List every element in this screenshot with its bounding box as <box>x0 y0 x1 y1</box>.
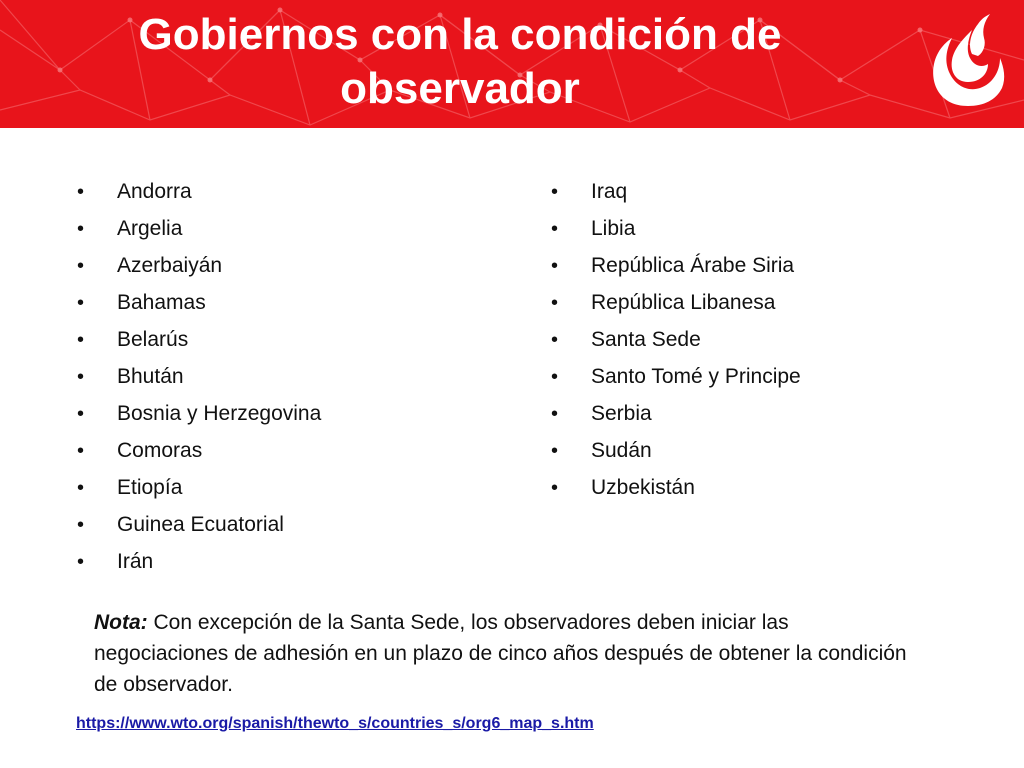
wto-source-link[interactable]: https://www.wto.org/spanish/thewto_s/countries_s/org6_map_s.htm <box>76 715 594 732</box>
list-item: • Irán <box>77 550 321 587</box>
list-item: • Uzbekistán <box>551 476 801 513</box>
list-item: • Santo Tomé y Principe <box>551 365 801 402</box>
list-item: • Belarús <box>77 328 321 365</box>
list-item: • Comoras <box>77 439 321 476</box>
title-line-1: Gobiernos con la condición de <box>138 10 782 59</box>
list-item: • Bahamas <box>77 291 321 328</box>
list-item: • Andorra <box>77 180 321 217</box>
list-item: • Libia <box>551 217 801 254</box>
list-item: • Guinea Ecuatorial <box>77 513 321 550</box>
note-paragraph <box>94 607 914 700</box>
list-item: • República Árabe Siria <box>551 254 801 291</box>
list-item: • Azerbaiyán <box>77 254 321 291</box>
list-item: • Argelia <box>77 217 321 254</box>
list-item: • Santa Sede <box>551 328 801 365</box>
title-line-2: observador <box>340 64 580 113</box>
list-item: • Sudán <box>551 439 801 476</box>
note-text: Con excepción de la Santa Sede, los observadores deben iniciar las negociaciones de adhesión en un plazo de cinco años después de obtener la condición de observador. <box>94 611 907 696</box>
list-item: • Etiopía <box>77 476 321 513</box>
title-banner <box>0 0 1024 128</box>
country-list-left <box>77 180 321 587</box>
slide-title <box>0 8 920 116</box>
list-item: • Serbia <box>551 402 801 439</box>
note-label: Nota: <box>94 611 148 634</box>
upc-flame-logo-icon <box>928 12 1008 110</box>
list-item: • Iraq <box>551 180 801 217</box>
list-item: • Bhután <box>77 365 321 402</box>
list-item: • República Libanesa <box>551 291 801 328</box>
country-list-right <box>551 180 801 513</box>
list-item: • Bosnia y Herzegovina <box>77 402 321 439</box>
